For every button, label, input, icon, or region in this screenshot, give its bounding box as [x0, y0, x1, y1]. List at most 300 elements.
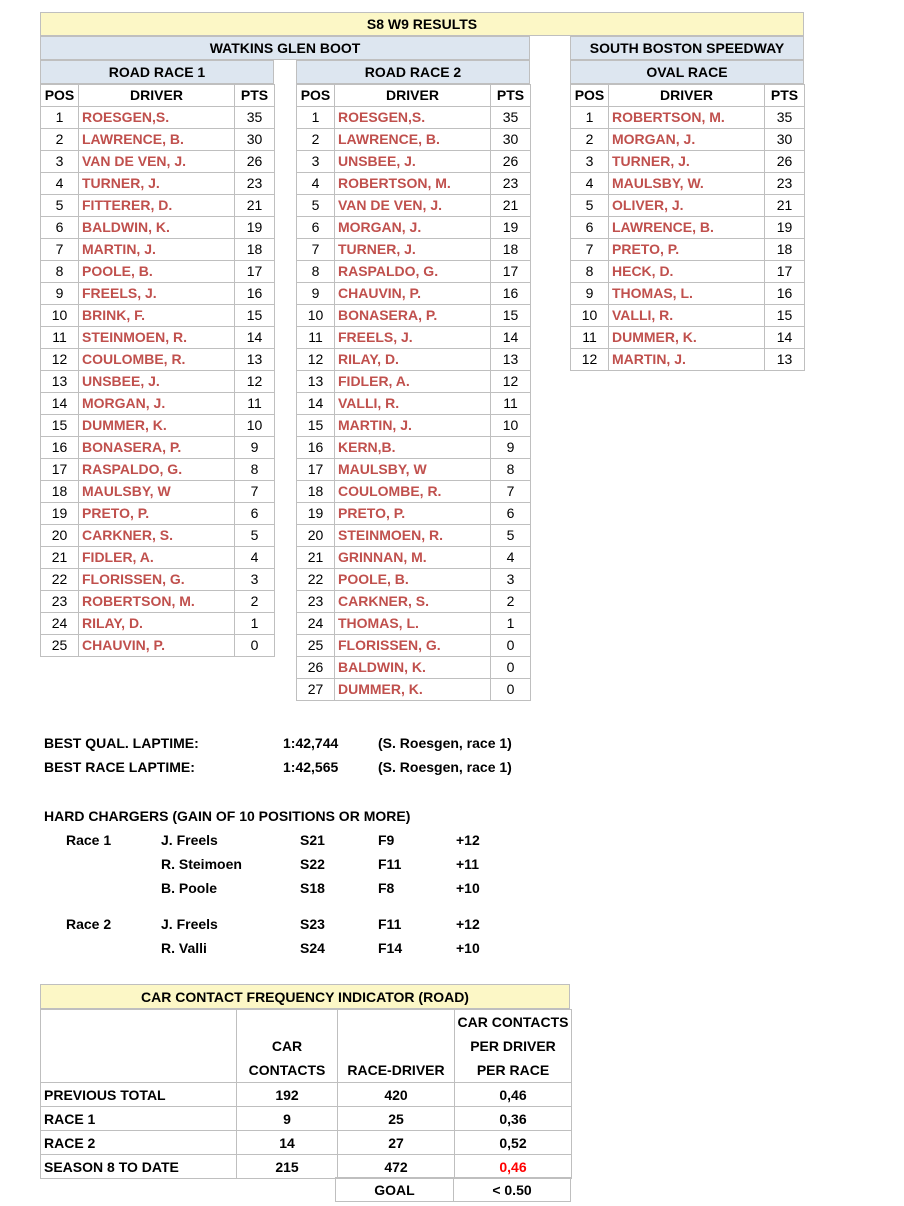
driver-cell: ROBERTSON, M. [335, 173, 491, 195]
points-cell: 30 [491, 129, 531, 151]
position-cell: 3 [297, 151, 335, 173]
charger-name: J. Freels [161, 916, 218, 932]
best-qual-label: BEST QUAL. LAPTIME: [44, 735, 199, 751]
result-row [41, 349, 275, 371]
position-cell: 6 [297, 217, 335, 239]
col-header-driver: DRIVER [79, 85, 235, 107]
position-cell: 25 [41, 635, 79, 657]
points-cell: 2 [235, 591, 275, 613]
result-row [41, 459, 275, 481]
driver-cell: RILAY, D. [79, 613, 235, 635]
points-cell: 17 [491, 261, 531, 283]
contact-col1-header [237, 1010, 338, 1083]
contact-race-driver: 25 [338, 1107, 455, 1131]
position-cell: 7 [571, 239, 609, 261]
driver-cell: ROBERTSON, M. [79, 591, 235, 613]
points-cell: 4 [491, 547, 531, 569]
points-cell: 12 [235, 371, 275, 393]
result-row [41, 327, 275, 349]
result-row [297, 481, 531, 503]
position-cell: 4 [571, 173, 609, 195]
position-cell: 15 [297, 415, 335, 437]
contact-col3-header [455, 1010, 572, 1083]
driver-cell: MORGAN, J. [335, 217, 491, 239]
driver-cell: DUMMER, K. [79, 415, 235, 437]
points-cell: 21 [491, 195, 531, 217]
result-row [297, 107, 531, 129]
driver-cell: CARKNER, S. [79, 525, 235, 547]
result-row [297, 305, 531, 327]
contact-col3-line3: PER RACE [476, 1062, 550, 1078]
driver-cell: GRINNAN, M. [335, 547, 491, 569]
result-row [297, 657, 531, 679]
contact-count: 215 [237, 1155, 338, 1179]
position-cell: 5 [571, 195, 609, 217]
result-row [297, 261, 531, 283]
contact-rate: 0,46 [455, 1083, 572, 1107]
points-cell: 14 [491, 327, 531, 349]
best-race-note: (S. Roesgen, race 1) [378, 759, 512, 775]
points-cell: 7 [235, 481, 275, 503]
points-cell: 0 [491, 657, 531, 679]
contact-race-driver: 420 [338, 1083, 455, 1107]
position-cell: 12 [571, 349, 609, 371]
oval-race-label: OVAL RACE [570, 60, 804, 84]
charger-gain: +11 [456, 856, 479, 872]
points-cell: 15 [765, 305, 805, 327]
points-cell: 21 [765, 195, 805, 217]
contact-col2-line: RACE-DRIVER [347, 1062, 445, 1078]
result-row [41, 261, 275, 283]
points-cell: 0 [235, 635, 275, 657]
position-cell: 5 [297, 195, 335, 217]
position-cell: 5 [41, 195, 79, 217]
result-row [41, 569, 275, 591]
points-cell: 1 [491, 613, 531, 635]
contact-row [41, 1131, 572, 1155]
position-cell: 2 [571, 129, 609, 151]
driver-cell: TURNER, J. [79, 173, 235, 195]
charger-gain: +10 [456, 880, 480, 896]
driver-cell: UNSBEE, J. [79, 371, 235, 393]
result-row [41, 305, 275, 327]
points-cell: 6 [235, 503, 275, 525]
result-row [297, 129, 531, 151]
col-header-pos: POS [571, 85, 609, 107]
result-row [41, 503, 275, 525]
points-cell: 3 [235, 569, 275, 591]
driver-cell: MAULSBY, W [335, 459, 491, 481]
result-row [571, 173, 805, 195]
charger-start: S24 [300, 940, 325, 956]
points-cell: 7 [491, 481, 531, 503]
best-race-label: BEST RACE LAPTIME: [44, 759, 195, 775]
driver-cell: FREELS, J. [335, 327, 491, 349]
position-cell: 14 [297, 393, 335, 415]
result-row [41, 239, 275, 261]
position-cell: 23 [297, 591, 335, 613]
points-cell: 13 [491, 349, 531, 371]
points-cell: 18 [235, 239, 275, 261]
position-cell: 1 [41, 107, 79, 129]
col-header-pos: POS [41, 85, 79, 107]
result-row [297, 613, 531, 635]
contact-col1-line2: CONTACTS [248, 1062, 326, 1078]
points-cell: 16 [235, 283, 275, 305]
position-cell: 18 [41, 481, 79, 503]
position-cell: 24 [41, 613, 79, 635]
contact-row-label: PREVIOUS TOTAL [41, 1083, 237, 1107]
position-cell: 16 [41, 437, 79, 459]
driver-cell: VALLI, R. [609, 305, 765, 327]
charger-finish: F14 [378, 940, 403, 956]
result-row [297, 415, 531, 437]
points-cell: 4 [235, 547, 275, 569]
points-cell: 30 [235, 129, 275, 151]
driver-cell: CHAUVIN, P. [79, 635, 235, 657]
contact-row [41, 1083, 572, 1107]
position-cell: 12 [41, 349, 79, 371]
contact-rate: 0,46 [455, 1155, 572, 1179]
points-cell: 17 [765, 261, 805, 283]
result-row [41, 613, 275, 635]
position-cell: 27 [297, 679, 335, 701]
points-cell: 18 [765, 239, 805, 261]
result-row [41, 371, 275, 393]
result-row [571, 305, 805, 327]
driver-cell: BALDWIN, K. [79, 217, 235, 239]
points-cell: 23 [491, 173, 531, 195]
driver-cell: RILAY, D. [335, 349, 491, 371]
result-row [297, 195, 531, 217]
points-cell: 13 [765, 349, 805, 371]
goal-value: < 0.50 [454, 1178, 571, 1202]
contact-col1-line1: CAR [271, 1038, 303, 1054]
contact-rate: 0,52 [455, 1131, 572, 1155]
driver-cell: FLORISSEN, G. [79, 569, 235, 591]
best-qual-time: 1:42,744 [283, 735, 339, 751]
result-row [41, 151, 275, 173]
driver-cell: MARTIN, J. [609, 349, 765, 371]
position-cell: 10 [41, 305, 79, 327]
position-cell: 4 [41, 173, 79, 195]
result-row [571, 129, 805, 151]
points-cell: 35 [491, 107, 531, 129]
race2-label: ROAD RACE 2 [296, 60, 530, 84]
driver-cell: UNSBEE, J. [335, 151, 491, 173]
result-row [297, 393, 531, 415]
contact-row [41, 1155, 572, 1179]
position-cell: 13 [297, 371, 335, 393]
col-header-pts: PTS [491, 85, 531, 107]
result-row [297, 525, 531, 547]
driver-cell: PRETO, P. [79, 503, 235, 525]
points-cell: 1 [235, 613, 275, 635]
points-cell: 35 [765, 107, 805, 129]
points-cell: 35 [235, 107, 275, 129]
points-cell: 8 [491, 459, 531, 481]
charger-gain: +12 [456, 916, 480, 932]
contact-col3-line1: CAR CONTACTS [457, 1014, 569, 1030]
points-cell: 18 [491, 239, 531, 261]
position-cell: 19 [41, 503, 79, 525]
best-qual-note: (S. Roesgen, race 1) [378, 735, 512, 751]
result-row [571, 239, 805, 261]
driver-cell: COULOMBE, R. [79, 349, 235, 371]
position-cell: 9 [41, 283, 79, 305]
col-header-driver: DRIVER [609, 85, 765, 107]
contact-count: 192 [237, 1083, 338, 1107]
charger-name: R. Valli [161, 940, 207, 956]
position-cell: 18 [297, 481, 335, 503]
contact-count: 14 [237, 1131, 338, 1155]
result-row [41, 547, 275, 569]
points-cell: 0 [491, 679, 531, 701]
charger-name: B. Poole [161, 880, 218, 896]
driver-cell: STEINMOEN, R. [335, 525, 491, 547]
points-cell: 16 [765, 283, 805, 305]
points-cell: 10 [235, 415, 275, 437]
driver-cell: PRETO, P. [609, 239, 765, 261]
contact-col3-line2: PER DRIVER [470, 1038, 556, 1054]
position-cell: 3 [571, 151, 609, 173]
result-row [571, 195, 805, 217]
driver-cell: MORGAN, J. [79, 393, 235, 415]
contact-row-label: RACE 1 [41, 1107, 237, 1131]
points-cell: 21 [235, 195, 275, 217]
col-header-pts: PTS [765, 85, 805, 107]
charger-finish: F9 [378, 832, 395, 848]
points-cell: 15 [491, 305, 531, 327]
position-cell: 1 [571, 107, 609, 129]
position-cell: 9 [571, 283, 609, 305]
points-cell: 19 [765, 217, 805, 239]
contact-row [41, 1107, 572, 1131]
position-cell: 8 [571, 261, 609, 283]
points-cell: 3 [491, 569, 531, 591]
charger-gain: +12 [456, 832, 480, 848]
driver-cell: FIDLER, A. [335, 371, 491, 393]
contact-row-label: SEASON 8 TO DATE [41, 1155, 237, 1179]
result-row [297, 459, 531, 481]
points-cell: 9 [235, 437, 275, 459]
position-cell: 20 [297, 525, 335, 547]
driver-cell: BONASERA, P. [79, 437, 235, 459]
result-row [41, 437, 275, 459]
driver-cell: ROESGEN,S. [335, 107, 491, 129]
result-row [297, 371, 531, 393]
contact-goal-table [335, 1177, 571, 1202]
driver-cell: ROBERTSON, M. [609, 107, 765, 129]
driver-cell: DUMMER, K. [335, 679, 491, 701]
result-row [41, 107, 275, 129]
charger-gain: +10 [456, 940, 480, 956]
position-cell: 4 [297, 173, 335, 195]
driver-cell: LAWRENCE, B. [335, 129, 491, 151]
driver-cell: BONASERA, P. [335, 305, 491, 327]
position-cell: 17 [41, 459, 79, 481]
position-cell: 14 [41, 393, 79, 415]
result-row [297, 217, 531, 239]
result-row [297, 239, 531, 261]
driver-cell: PRETO, P. [335, 503, 491, 525]
result-row [571, 217, 805, 239]
contact-rate: 0,36 [455, 1107, 572, 1131]
col-header-pts: PTS [235, 85, 275, 107]
driver-cell: POOLE, B. [335, 569, 491, 591]
hard-chargers-race1-label: Race 1 [66, 832, 112, 848]
hard-chargers-race2-label: Race 2 [66, 916, 112, 932]
result-row [41, 525, 275, 547]
position-cell: 7 [297, 239, 335, 261]
result-row [571, 327, 805, 349]
position-cell: 2 [297, 129, 335, 151]
points-cell: 23 [235, 173, 275, 195]
points-cell: 11 [235, 393, 275, 415]
charger-start: S21 [300, 832, 325, 848]
result-row [41, 283, 275, 305]
driver-cell: OLIVER, J. [609, 195, 765, 217]
driver-cell: POOLE, B. [79, 261, 235, 283]
result-row [297, 283, 531, 305]
result-row [571, 107, 805, 129]
position-cell: 1 [297, 107, 335, 129]
points-cell: 6 [491, 503, 531, 525]
driver-cell: MAULSBY, W [79, 481, 235, 503]
driver-cell: CARKNER, S. [335, 591, 491, 613]
oval-results-table [570, 84, 805, 371]
driver-cell: MAULSBY, W. [609, 173, 765, 195]
result-row [297, 327, 531, 349]
result-row [297, 591, 531, 613]
result-row [41, 195, 275, 217]
charger-finish: F11 [378, 856, 402, 872]
race1-results-table [40, 84, 275, 657]
position-cell: 8 [41, 261, 79, 283]
position-cell: 8 [297, 261, 335, 283]
position-cell: 10 [297, 305, 335, 327]
points-cell: 17 [235, 261, 275, 283]
venue-header-watkins: WATKINS GLEN BOOT [40, 36, 530, 60]
result-row [297, 547, 531, 569]
position-cell: 24 [297, 613, 335, 635]
points-cell: 15 [235, 305, 275, 327]
charger-start: S23 [300, 916, 325, 932]
driver-cell: VAN DE VEN, J. [335, 195, 491, 217]
points-cell: 0 [491, 635, 531, 657]
result-row [571, 349, 805, 371]
driver-cell: THOMAS, L. [335, 613, 491, 635]
driver-cell: BRINK, F. [79, 305, 235, 327]
page-title: S8 W9 RESULTS [40, 12, 804, 36]
position-cell: 12 [297, 349, 335, 371]
points-cell: 13 [235, 349, 275, 371]
position-cell: 3 [41, 151, 79, 173]
points-cell: 30 [765, 129, 805, 151]
charger-name: J. Freels [161, 832, 218, 848]
points-cell: 26 [765, 151, 805, 173]
points-cell: 5 [235, 525, 275, 547]
position-cell: 9 [297, 283, 335, 305]
driver-cell: MARTIN, J. [79, 239, 235, 261]
driver-cell: FLORISSEN, G. [335, 635, 491, 657]
charger-finish: F11 [378, 916, 402, 932]
contact-title: CAR CONTACT FREQUENCY INDICATOR (ROAD) [40, 984, 570, 1009]
points-cell: 26 [235, 151, 275, 173]
position-cell: 26 [297, 657, 335, 679]
driver-cell: VAN DE VEN, J. [79, 151, 235, 173]
points-cell: 14 [235, 327, 275, 349]
driver-cell: LAWRENCE, B. [609, 217, 765, 239]
driver-cell: HECK, D. [609, 261, 765, 283]
position-cell: 6 [41, 217, 79, 239]
position-cell: 20 [41, 525, 79, 547]
points-cell: 26 [491, 151, 531, 173]
position-cell: 13 [41, 371, 79, 393]
driver-cell: TURNER, J. [609, 151, 765, 173]
result-row [297, 349, 531, 371]
race2-results-table [296, 84, 531, 701]
position-cell: 11 [41, 327, 79, 349]
driver-cell: FREELS, J. [79, 283, 235, 305]
best-race-time: 1:42,565 [283, 759, 339, 775]
driver-cell: THOMAS, L. [609, 283, 765, 305]
result-row [41, 217, 275, 239]
points-cell: 23 [765, 173, 805, 195]
result-row [297, 437, 531, 459]
points-cell: 12 [491, 371, 531, 393]
result-row [41, 635, 275, 657]
col-header-pos: POS [297, 85, 335, 107]
result-row [297, 679, 531, 701]
position-cell: 22 [297, 569, 335, 591]
position-cell: 25 [297, 635, 335, 657]
driver-cell: FIDLER, A. [79, 547, 235, 569]
result-row [297, 569, 531, 591]
driver-cell: TURNER, J. [335, 239, 491, 261]
points-cell: 14 [765, 327, 805, 349]
contact-col2-header [338, 1010, 455, 1083]
driver-cell: ROESGEN,S. [79, 107, 235, 129]
position-cell: 11 [571, 327, 609, 349]
position-cell: 21 [41, 547, 79, 569]
driver-cell: RASPALDO, G. [335, 261, 491, 283]
driver-cell: RASPALDO, G. [79, 459, 235, 481]
result-row [571, 151, 805, 173]
charger-start: S18 [300, 880, 325, 896]
points-cell: 10 [491, 415, 531, 437]
position-cell: 7 [41, 239, 79, 261]
result-row [297, 635, 531, 657]
driver-cell: MORGAN, J. [609, 129, 765, 151]
result-row [297, 151, 531, 173]
charger-name: R. Steimoen [161, 856, 242, 872]
charger-finish: F8 [378, 880, 395, 896]
result-row [297, 503, 531, 525]
position-cell: 23 [41, 591, 79, 613]
result-row [41, 173, 275, 195]
driver-cell: LAWRENCE, B. [79, 129, 235, 151]
position-cell: 11 [297, 327, 335, 349]
driver-cell: BALDWIN, K. [335, 657, 491, 679]
position-cell: 17 [297, 459, 335, 481]
position-cell: 16 [297, 437, 335, 459]
driver-cell: COULOMBE, R. [335, 481, 491, 503]
contact-row-label: RACE 2 [41, 1131, 237, 1155]
points-cell: 19 [491, 217, 531, 239]
driver-cell: KERN,B. [335, 437, 491, 459]
result-row [41, 481, 275, 503]
